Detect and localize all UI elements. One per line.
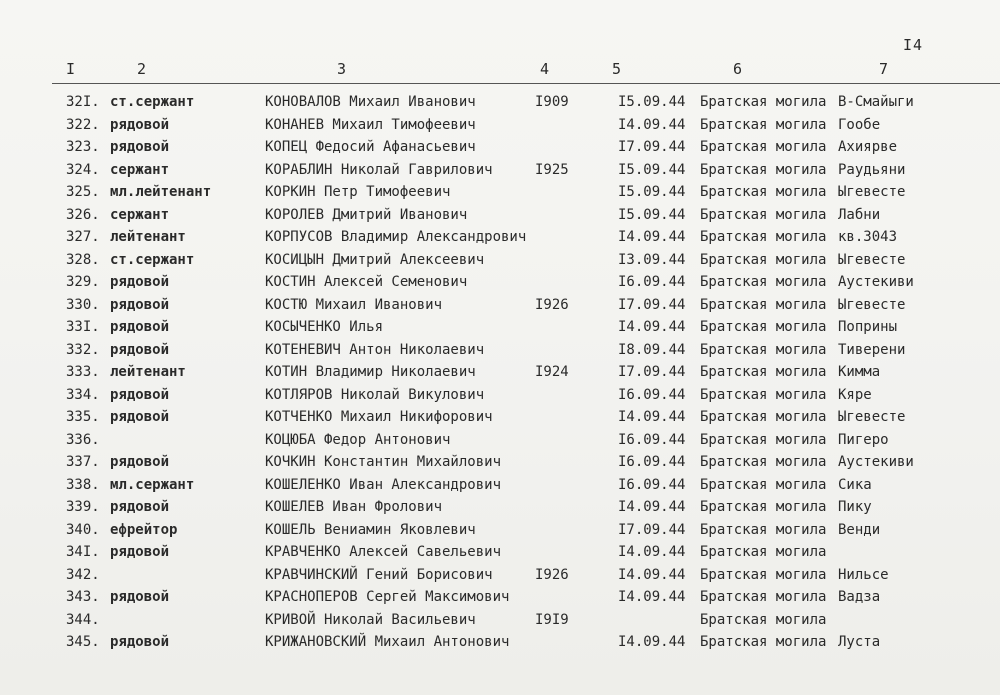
military-rank: лейтенант: [110, 229, 186, 245]
death-date: I4.09.44: [618, 409, 686, 425]
table-row: [0, 497, 1000, 519]
burial-type: Братская могила: [700, 116, 827, 133]
death-date: I6.09.44: [618, 476, 686, 493]
burial-place: Нильсе: [838, 566, 889, 583]
table-row: [0, 250, 1000, 272]
column-header-3: 3: [337, 60, 347, 78]
burial-place: Тиверени: [838, 341, 906, 358]
birth-year: I925: [535, 161, 569, 178]
military-rank: рядовой: [110, 319, 170, 335]
military-rank: рядовой: [110, 454, 170, 470]
full-name: КОРПУСОВ Владимир Александрович: [265, 229, 527, 245]
table-row: [0, 137, 1000, 159]
burial-type: Братская могила: [700, 454, 827, 470]
row-number: 324.: [66, 161, 100, 178]
full-name: КОТИН Владимир Николаевич: [265, 364, 476, 380]
table-row: [0, 452, 1000, 474]
full-name: КРАВЧЕНКО Алексей Савельевич: [265, 544, 502, 560]
row-number: 336.: [66, 431, 100, 448]
table-row: [0, 317, 1000, 339]
burial-place: Ыгевесте: [838, 184, 906, 200]
burial-type: Братская могила: [700, 341, 827, 358]
row-number: 330.: [66, 296, 100, 313]
row-number: 334.: [66, 386, 100, 403]
column-header-6: 6: [733, 60, 743, 78]
table-row: [0, 565, 1000, 587]
military-rank: рядовой: [110, 116, 170, 133]
death-date: I4.09.44: [618, 116, 686, 133]
full-name: КОСТИН Алексей Семенович: [265, 274, 468, 290]
row-number: 325.: [66, 184, 100, 200]
burial-type: Братская могила: [700, 634, 827, 650]
military-rank: рядовой: [110, 499, 170, 515]
table-row: [0, 587, 1000, 609]
full-name: КОНАНЕВ Михаил Тимофеевич: [265, 116, 476, 133]
death-date: I7.09.44: [618, 364, 686, 380]
full-name: КОШЕЛЕВ Иван Фролович: [265, 499, 443, 515]
burial-place: Сика: [838, 476, 872, 493]
burial-place: Гообе: [838, 116, 881, 133]
burial-place: Аустекиви: [838, 454, 914, 470]
military-rank: лейтенант: [110, 364, 186, 380]
burial-type: Братская могила: [700, 364, 827, 380]
table-row: [0, 205, 1000, 227]
burial-type: Братская могила: [700, 566, 827, 583]
table-row: [0, 340, 1000, 362]
military-rank: рядовой: [110, 274, 170, 290]
full-name: КОПЕЦ Федосий Афанасьевич: [265, 139, 476, 155]
burial-type: Братская могила: [700, 521, 827, 538]
burial-place: Кяре: [838, 386, 872, 403]
burial-place: В-Смайыги: [838, 94, 914, 110]
table-row: [0, 542, 1000, 564]
burial-type: Братская могила: [700, 386, 827, 403]
military-rank: мл.лейтенант: [110, 184, 212, 200]
burial-place: Кимма: [838, 364, 881, 380]
row-number: 332.: [66, 341, 100, 358]
burial-type: Братская могила: [700, 229, 827, 245]
military-rank: рядовой: [110, 296, 170, 313]
burial-place: Раудьяни: [838, 161, 906, 178]
death-date: I7.09.44: [618, 521, 686, 538]
burial-type: Братская могила: [700, 94, 827, 110]
military-rank: рядовой: [110, 386, 170, 403]
military-rank: рядовой: [110, 409, 170, 425]
full-name: КРАВЧИНСКИЙ Гений Борисович: [265, 566, 493, 583]
table-row: [0, 160, 1000, 182]
burial-type: Братская могила: [700, 431, 827, 448]
row-number: 328.: [66, 251, 100, 268]
full-name: КРИВОЙ Николай Васильевич: [265, 611, 476, 628]
military-rank: рядовой: [110, 634, 170, 650]
table-row: [0, 92, 1000, 114]
column-header-4: 4: [540, 60, 550, 78]
burial-place: кв.3043: [838, 229, 898, 245]
burial-place: Ахиярве: [838, 139, 898, 155]
table-row: [0, 385, 1000, 407]
full-name: КОШЕЛЬ Вениамин Яковлевич: [265, 521, 476, 538]
burial-type: Братская могила: [700, 611, 827, 628]
military-rank: мл.сержант: [110, 476, 195, 493]
full-name: КОШЕЛЕНКО Иван Александрович: [265, 476, 502, 493]
burial-type: Братская могила: [700, 274, 827, 290]
military-rank: ефрейтор: [110, 521, 178, 538]
table-row: [0, 227, 1000, 249]
military-rank: рядовой: [110, 341, 170, 358]
death-date: I5.09.44: [618, 94, 686, 110]
death-date: I6.09.44: [618, 431, 686, 448]
full-name: КОРКИН Петр Тимофеевич: [265, 184, 451, 200]
table-row: [0, 182, 1000, 204]
row-number: 323.: [66, 139, 100, 155]
table-row: [0, 632, 1000, 654]
column-header-5: 5: [612, 60, 622, 78]
military-rank: сержант: [110, 161, 170, 178]
table-row: [0, 362, 1000, 384]
military-rank: ст.сержант: [110, 251, 195, 268]
burial-type: Братская могила: [700, 589, 827, 605]
row-number: 339.: [66, 499, 100, 515]
full-name: КОЧКИН Константин Михайлович: [265, 454, 502, 470]
death-date: I8.09.44: [618, 341, 686, 358]
row-number: 335.: [66, 409, 100, 425]
burial-place: Венди: [838, 521, 881, 538]
burial-place: Ыгевесте: [838, 409, 906, 425]
death-date: I4.09.44: [618, 499, 686, 515]
death-date: I4.09.44: [618, 544, 686, 560]
full-name: КОТЕНЕВИЧ Антон Николаевич: [265, 341, 485, 358]
row-number: 333.: [66, 364, 100, 380]
death-date: I5.09.44: [618, 161, 686, 178]
full-name: КОСЫЧЕНКО Илья: [265, 319, 384, 335]
death-date: I4.09.44: [618, 589, 686, 605]
table-row: [0, 295, 1000, 317]
table-row: [0, 520, 1000, 542]
death-date: I5.09.44: [618, 184, 686, 200]
burial-type: Братская могила: [700, 499, 827, 515]
burial-place: Ыгевесте: [838, 251, 906, 268]
military-rank: сержант: [110, 206, 170, 223]
military-rank: рядовой: [110, 544, 170, 560]
row-number: 34I.: [66, 544, 100, 560]
burial-place: Пигеро: [838, 431, 889, 448]
burial-place: Вадза: [838, 589, 881, 605]
military-rank: рядовой: [110, 589, 170, 605]
death-date: I4.09.44: [618, 229, 686, 245]
full-name: КОСИЦЫН Дмитрий Алексеевич: [265, 251, 485, 268]
birth-year: I909: [535, 94, 569, 110]
row-number: 343.: [66, 589, 100, 605]
full-name: КРАСНОПЕРОВ Сергей Максимович: [265, 589, 510, 605]
burial-type: Братская могила: [700, 544, 827, 560]
full-name: КОНОВАЛОВ Михаил Иванович: [265, 94, 476, 110]
full-name: КОСТЮ Михаил Иванович: [265, 296, 443, 313]
table-row: [0, 430, 1000, 452]
header-divider: [52, 83, 1000, 84]
burial-type: Братская могила: [700, 476, 827, 493]
full-name: КОРОЛЕВ Дмитрий Иванович: [265, 206, 468, 223]
column-header-row: [0, 60, 1000, 82]
burial-place: Луста: [838, 634, 881, 650]
death-date: I4.09.44: [618, 566, 686, 583]
page-number: I4: [903, 36, 924, 54]
birth-year: I9I9: [535, 611, 569, 628]
full-name: КРИЖАНОВСКИЙ Михаил Антонович: [265, 634, 510, 650]
burial-place: Лабни: [838, 206, 881, 223]
death-date: I7.09.44: [618, 296, 686, 313]
column-header-2: 2: [137, 60, 147, 78]
death-date: I4.09.44: [618, 634, 686, 650]
row-number: 33I.: [66, 319, 100, 335]
death-date: I4.09.44: [618, 319, 686, 335]
row-number: 32I.: [66, 94, 100, 110]
table-row: [0, 475, 1000, 497]
row-number: 322.: [66, 116, 100, 133]
burial-type: Братская могила: [700, 139, 827, 155]
birth-year: I926: [535, 566, 569, 583]
death-date: I6.09.44: [618, 454, 686, 470]
row-number: 344.: [66, 611, 100, 628]
death-date: I6.09.44: [618, 274, 686, 290]
death-date: I5.09.44: [618, 206, 686, 223]
burial-type: Братская могила: [700, 296, 827, 313]
row-number: 329.: [66, 274, 100, 290]
row-number: 337.: [66, 454, 100, 470]
full-name: КОЦЮБА Федор Антонович: [265, 431, 451, 448]
birth-year: I924: [535, 364, 569, 380]
burial-place: Ыгевесте: [838, 296, 906, 313]
row-number: 342.: [66, 566, 100, 583]
row-number: 345.: [66, 634, 100, 650]
table-row: [0, 115, 1000, 137]
row-number: 338.: [66, 476, 100, 493]
full-name: КОТЧЕНКО Михаил Никифорович: [265, 409, 493, 425]
burial-place: Пику: [838, 499, 872, 515]
row-number: 327.: [66, 229, 100, 245]
death-date: I3.09.44: [618, 251, 686, 268]
row-number: 340.: [66, 521, 100, 538]
column-header-7: 7: [879, 60, 889, 78]
row-number: 326.: [66, 206, 100, 223]
burial-type: Братская могила: [700, 319, 827, 335]
birth-year: I926: [535, 296, 569, 313]
burial-place: Поприны: [838, 319, 898, 335]
table-row: [0, 272, 1000, 294]
column-header-1: I: [66, 60, 76, 78]
military-rank: ст.сержант: [110, 94, 195, 110]
burial-type: Братская могила: [700, 184, 827, 200]
burial-type: Братская могила: [700, 161, 827, 178]
burial-place: Аустекиви: [838, 274, 914, 290]
burial-type: Братская могила: [700, 251, 827, 268]
death-date: I7.09.44: [618, 139, 686, 155]
full-name: КОРАБЛИН Николай Гаврилович: [265, 161, 493, 178]
full-name: КОТЛЯРОВ Николай Викулович: [265, 386, 485, 403]
table-row: [0, 407, 1000, 429]
table-row: [0, 610, 1000, 632]
burial-type: Братская могила: [700, 206, 827, 223]
death-date: I6.09.44: [618, 386, 686, 403]
burial-type: Братская могила: [700, 409, 827, 425]
military-rank: рядовой: [110, 139, 170, 155]
